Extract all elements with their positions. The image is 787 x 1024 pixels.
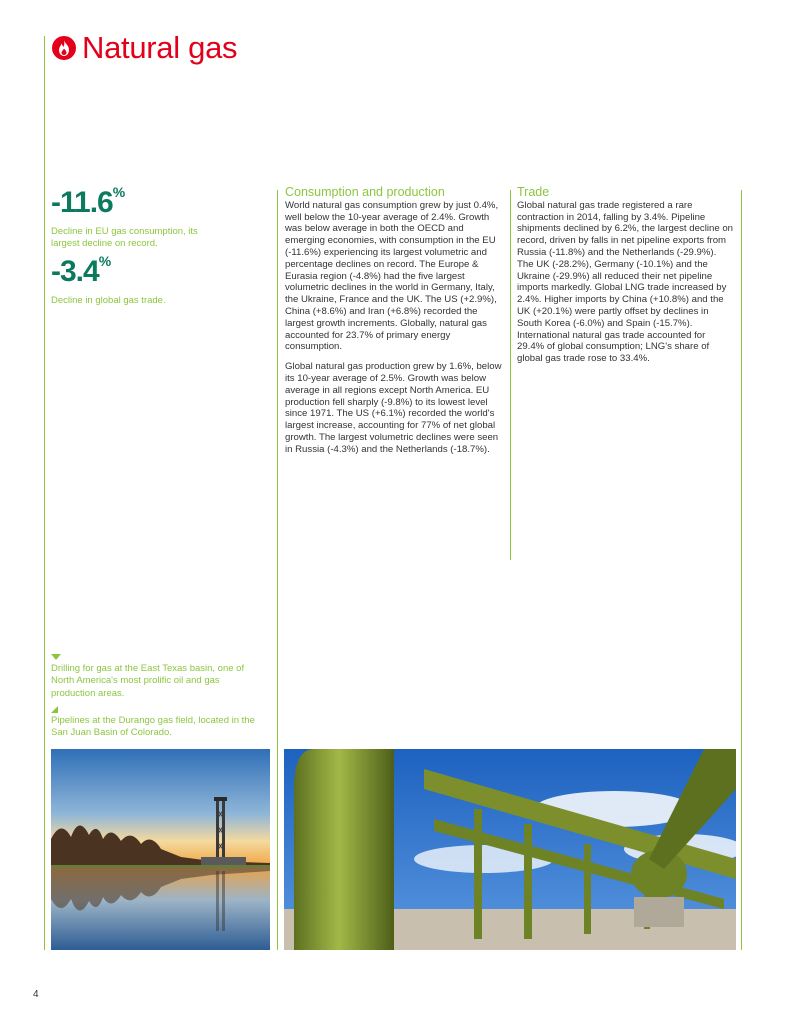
flame-icon — [52, 36, 76, 60]
stat-gas-trade — [51, 255, 201, 307]
consumption-section — [285, 187, 503, 464]
trade-section — [517, 187, 735, 373]
section-heading: Consumption and production — [285, 185, 445, 199]
paragraph: Global natural gas production grew by 1.6%, below its 10-year average of 2.5%. Growth was below average in all regions except North America. EU production fell sharply (-9.8%) to its lowest level since 1971. The US (+6.1%) recorded the world's largest increase, accounting for 77% of net global growth. The largest volumetric declines were seen in Russia (-4.3%) and the Netherlands (-18.7%). — [285, 361, 502, 455]
arrow-down-icon — [51, 654, 61, 660]
pipelines-photo — [284, 749, 736, 950]
caption-pipelines: Pipelines at the Durango gas field, located in the San Juan Basin of Colorado. — [51, 714, 255, 739]
stat-value: -3.4% — [51, 253, 111, 288]
page-title: Natural gas — [82, 30, 238, 65]
page-number: 4 — [33, 989, 39, 1000]
stat-description: Decline in EU gas consumption, its largest decline on record. — [51, 226, 198, 249]
column-rule — [277, 190, 278, 950]
stat-value: -11.6% — [51, 184, 125, 219]
page-header — [52, 30, 237, 66]
paragraph: World natural gas consumption grew by just 0.4%, well below the 10-year average of 2.4%. Growth was below average in both the OECD and emerging economies, with consumption in the EU (-11.6%) experiencing its largest volumetric and percentage declines on record. The Europe & Eurasia region (-4.8%) had the five largest volumetric declines in the world in Germany, Italy, the Ukraine, France and the UK. The US (+2.9%), China (+8.6%) and Iran (+6.8%) recorded the largest growth increments. Globally, natural gas accounted for 23.7% of primary energy consumption. — [285, 199, 499, 353]
section-heading: Trade — [517, 185, 550, 199]
column-rule — [741, 190, 742, 950]
margin-rule — [44, 36, 45, 950]
drilling-photo — [51, 749, 270, 950]
stat-description: Decline in global gas trade. — [51, 295, 166, 306]
arrow-corner-icon — [51, 706, 58, 713]
paragraph: Global natural gas trade registered a rare contraction in 2014, falling by 3.4%. Pipeline shipments declined by 6.2%, the largest decline on record, driven by falls in net pipeline exports from Russia (-11.8%) and the Netherlands (-29.9%). The UK (-28.2%), Germany (-10.1%) and the Ukraine (-29.9%) all reduced their net pipeline imports markedly. Global LNG trade increased by 2.4%. Higher imports by China (+10.8%) and the UK (+20.1%) were partly offset by declines in South Korea (-6.0%) and Spain (-15.7%). International natural gas trade accounted for 29.4% of global consumption; LNG's share of global gas trade rose to 33.4%. — [517, 199, 733, 365]
column-rule — [510, 190, 511, 560]
caption-drilling: Drilling for gas at the East Texas basin, one of North America's most prolific oil and gas production areas. — [51, 663, 245, 699]
stat-eu-consumption — [51, 186, 201, 250]
photo-captions — [51, 654, 256, 739]
